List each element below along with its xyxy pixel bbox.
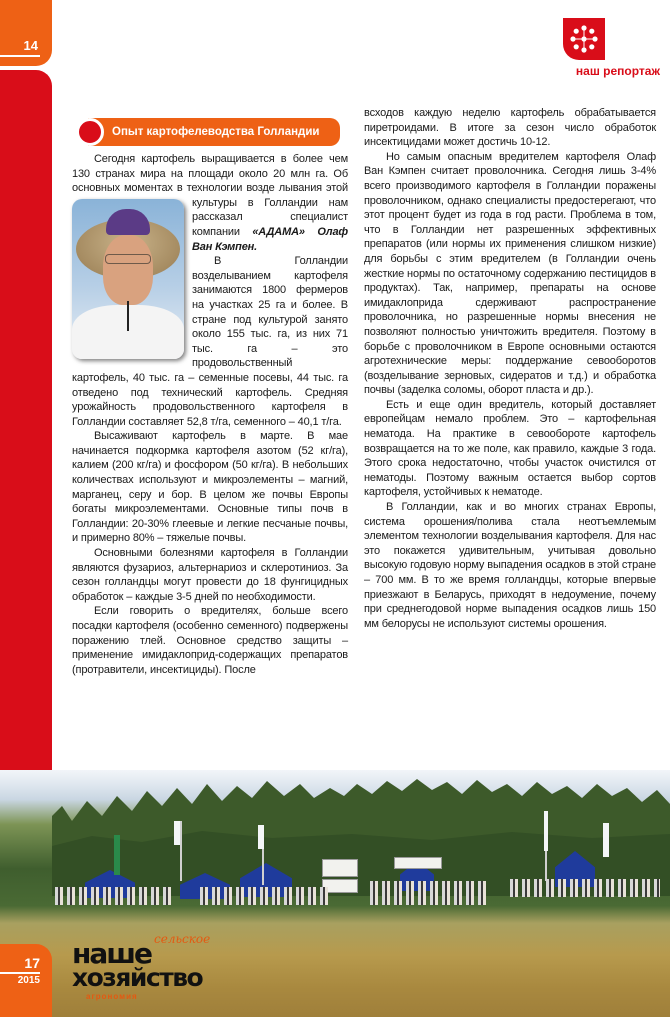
page-number: 14 xyxy=(23,38,38,53)
issue-year: 2015 xyxy=(17,975,40,986)
issue-number: 17 xyxy=(24,955,40,971)
crowd xyxy=(370,881,490,905)
page-number-underline xyxy=(0,55,40,57)
intro-text-a: Сегодня картофель выращивается в более чем 130 странах мира на площади около 20 млн га. Об основных моментах в технологии возде xyxy=(72,153,348,195)
article-heading xyxy=(88,118,340,146)
logo-line-2: хозяйство xyxy=(72,963,203,992)
right-paragraph: Есть и еще один вредитель, который доставляет европейцам немало проблем. Это – картофельная нематода. На практике в севообороте картофель возвращается на то же поле, как правило, каждые 3 года. Этого срока недостаточно, чтобы участок очистился от нематоды. Поэтому важным остается выбор сортов картофеля, устойчивых к нематоде. xyxy=(364,398,656,499)
left-paragraph: Основными болезнями картофеля в Голландии являются фузариоз, альтернариоз и склеротиниоз. За сезон голландцы могут провести до 18 фунгицидных обработок – каждые 3-5 дней по необходимости. xyxy=(72,547,348,603)
portrait-face xyxy=(103,235,153,305)
article-column-right xyxy=(364,106,656,631)
right-continuation: всходов каждую неделю картофель обрабатывается пиретроидами. В итоге за сезон число обработок инсектицидами может достичь 10-12. xyxy=(364,107,656,149)
portrait-cord xyxy=(127,301,129,331)
crowd xyxy=(200,887,330,905)
intro-paragraph xyxy=(72,152,348,254)
left-paragraph: Высаживают картофель в марте. В мае начинается подкормка картофеля азотом (52 кг/га), калием (200 кг/га) и фосфором (50 кг/га). В небольших количествах используют и микроэлементы – магний, марганец, серу и бор. В целом же почвы Европы богаты микроэлементами. Основные типы почв в Голландии: 20-30% глеевые и легкие песчаные почвы, и примерно 80% – тяжелые почвы. xyxy=(72,430,348,545)
section-badge xyxy=(563,18,605,60)
article-column-left xyxy=(72,152,348,677)
logo-subtitle: агрономия xyxy=(86,992,138,1001)
banner-sign xyxy=(322,859,358,877)
section-label: наш репортаж xyxy=(575,64,660,78)
flag xyxy=(174,821,180,845)
expert-portrait-photo xyxy=(72,199,184,359)
flag xyxy=(603,823,609,857)
flag xyxy=(258,825,264,849)
magazine-logo xyxy=(72,932,242,1004)
left-paragraph: В Голландии возделыванием картофеля занимаются 1800 фермеров на участках 25 га и более. В стране под культурой занято около 155 тыс. га, из них 71 тыс. га – это продовольственный картофель, 40 тыс. га – семенные посевы, 44 тыс. га отведено под технический картофель. Средняя урожайность продовольственного картофеля в Голландии составляет 52,8 т/га, семенного – 40,1 т/га. xyxy=(72,255,348,428)
flag xyxy=(114,835,120,875)
crowd xyxy=(55,887,175,905)
flag-pole xyxy=(180,821,182,881)
logo-line-1: наше xyxy=(72,937,151,970)
banner-sign xyxy=(394,857,442,869)
article-heading-text: Опыт картофелеводства Голландии xyxy=(112,126,320,138)
heading-bullet-icon xyxy=(76,118,104,146)
intro-text-b: лывания этой культуры в Голландии нам рассказал специалист компании xyxy=(192,182,348,238)
flower-dots-icon xyxy=(569,24,599,54)
right-paragraph: Но самым опасным вредителем картофеля Олаф Ван Кэмпен считает проволочника. Сегодня лишь 3-4% всего производимого картофеля в Голландии поражены проволочником, однако специалисты предостерегают, что этот процент будет из года в год расти. Проблема в том, что в Голландии нет разрешенных эффективных препаратов (или нормы их применения слишком низкие) для борьбы с этим вредителем (в Голландии очень жесткие нормы по остаточному содержанию пестицидов в продуктах). Так, например, препараты на основе имидаклоприда сдерживают распространение проволочника, но разрешенные нормы внесения не позволяют полностью уничтожить вредителя. Поэтому в борьбе с проволочником в Европе основными остаются агротехнические меры: поддержание севооборотов (возделывание зерновых, сидератов и т.д.) и обработка почвы (заделка соломы, оборот пласта и др.). xyxy=(364,150,656,397)
right-paragraph: В Голландии, как и во многих странах Европы, система орошения/полива стала неотъемлемым элементом технологии возделывания картофеля. Для нас это покажется удивительным, учитывая довольно высокую годовую норму выпадения осадков в этой стране – 700 мм. В то же время голландцы, которые впервые приезжают в Беларусь, приходят в недоумение, почему при среднегодовой норме выпадения осадков лишь 150 мм белорусы не используют системы орошения. xyxy=(364,501,656,630)
logo-overlay: сельское xyxy=(154,932,211,946)
portrait-crown xyxy=(106,209,150,235)
issue-underline xyxy=(0,972,40,974)
company-and-expert-name: «АДАМА» Олаф Ван Кэмпен. xyxy=(192,225,349,253)
crowd xyxy=(510,879,660,897)
left-paragraph: Если говорить о вредителях, больше всего посадки картофеля (особенно семенного) подвержены поражению тлей. Основное средство защиты – применение имидаклоприд-содержащих препаратов (протравители, инсектициды). После xyxy=(72,605,348,676)
flag xyxy=(544,811,548,851)
portrait-glasses xyxy=(105,254,151,264)
